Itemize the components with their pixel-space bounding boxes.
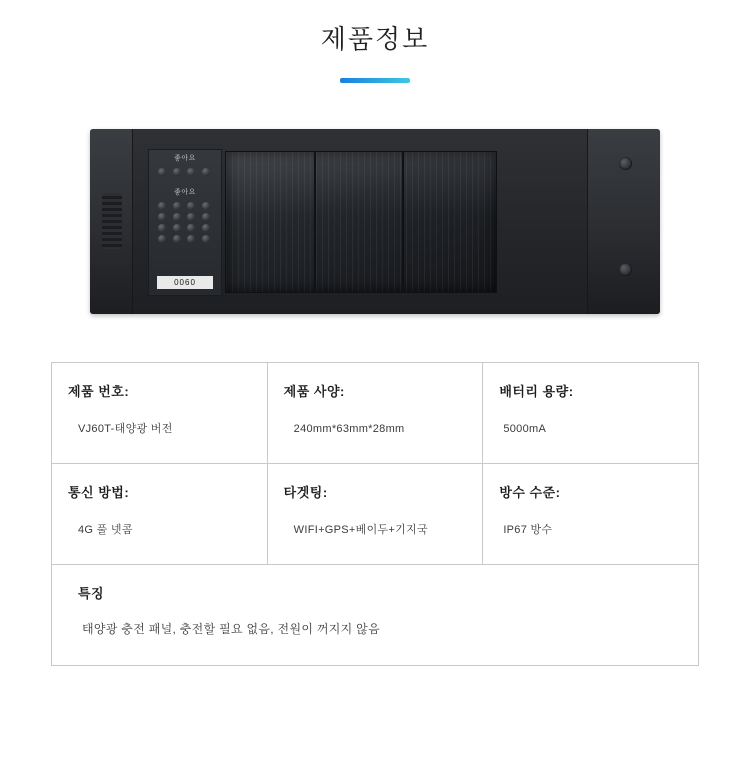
spec-value: IP67 방수 bbox=[503, 524, 553, 536]
spec-cell-battery bbox=[483, 363, 699, 464]
device-dot bbox=[158, 168, 166, 176]
spec-table-container bbox=[51, 362, 699, 666]
device-dot bbox=[158, 224, 166, 232]
device-label-block bbox=[148, 149, 222, 296]
spec-value: 240mm*63mm*28mm bbox=[293, 423, 405, 435]
device-dot bbox=[173, 224, 181, 232]
device-dot bbox=[187, 213, 195, 221]
spec-value: WIFI+GPS+베이두+기지국 bbox=[293, 524, 428, 536]
mounting-screw-icon bbox=[619, 157, 632, 170]
device-dot bbox=[187, 235, 195, 243]
spec-value: 4G 풀 넷콤 bbox=[78, 524, 133, 536]
device-dot bbox=[202, 235, 210, 243]
device-label-text-2: 좋아요 bbox=[174, 189, 196, 196]
spec-label: 제품 번호: bbox=[68, 384, 130, 399]
title-underline-accent bbox=[340, 78, 410, 83]
product-image-container bbox=[0, 129, 750, 314]
table-row bbox=[52, 565, 699, 666]
device-dot bbox=[158, 202, 166, 210]
spec-label: 특징 bbox=[78, 586, 105, 601]
spec-cell-dimensions bbox=[267, 363, 483, 464]
spec-cell-positioning bbox=[267, 464, 483, 565]
spec-label: 방수 수준: bbox=[499, 485, 561, 500]
solar-panel bbox=[225, 151, 497, 293]
device-dot bbox=[202, 202, 210, 210]
spec-cell-feature bbox=[52, 565, 699, 666]
spec-label: 통신 방법: bbox=[68, 485, 130, 500]
device-dot bbox=[202, 224, 210, 232]
device-dot-grid-1 bbox=[149, 168, 221, 176]
device-dot bbox=[158, 235, 166, 243]
device-dot bbox=[173, 213, 181, 221]
spec-label: 제품 사양: bbox=[283, 384, 345, 399]
product-photo bbox=[90, 129, 660, 314]
spec-value: 5000mA bbox=[503, 423, 547, 435]
table-row bbox=[52, 363, 699, 464]
table-row bbox=[52, 464, 699, 565]
title-underline-container bbox=[0, 78, 750, 83]
device-dot bbox=[173, 235, 181, 243]
device-dot-grid-2 bbox=[149, 202, 221, 243]
device-dot bbox=[187, 224, 195, 232]
spec-cell-network bbox=[52, 464, 268, 565]
device-dot bbox=[202, 168, 210, 176]
device-dot bbox=[173, 202, 181, 210]
spec-value: 태양광 충전 패널, 충전할 필요 없음, 전원이 꺼지지 않음 bbox=[82, 622, 380, 636]
page-title: 제품정보 bbox=[320, 24, 430, 54]
device-dot bbox=[158, 213, 166, 221]
device-dot bbox=[187, 202, 195, 210]
spec-label: 배터리 용량: bbox=[499, 384, 574, 399]
device-label-text-1: 좋아요 bbox=[174, 155, 196, 162]
device-dot bbox=[173, 168, 181, 176]
spec-label: 타겟팅: bbox=[283, 485, 328, 500]
solar-cell-divider bbox=[402, 152, 404, 292]
spec-cell-model bbox=[52, 363, 268, 464]
spec-cell-waterproof bbox=[483, 464, 699, 565]
device-dot bbox=[187, 168, 195, 176]
device-code-label: 0060 bbox=[157, 276, 213, 289]
mounting-screw-icon bbox=[619, 263, 632, 276]
device-vent bbox=[102, 193, 122, 249]
solar-panel-gloss bbox=[226, 152, 496, 216]
device-dot bbox=[202, 213, 210, 221]
spec-table bbox=[51, 362, 699, 666]
solar-cell-divider bbox=[314, 152, 316, 292]
spec-value: VJ60T-태양광 버전 bbox=[78, 423, 173, 435]
